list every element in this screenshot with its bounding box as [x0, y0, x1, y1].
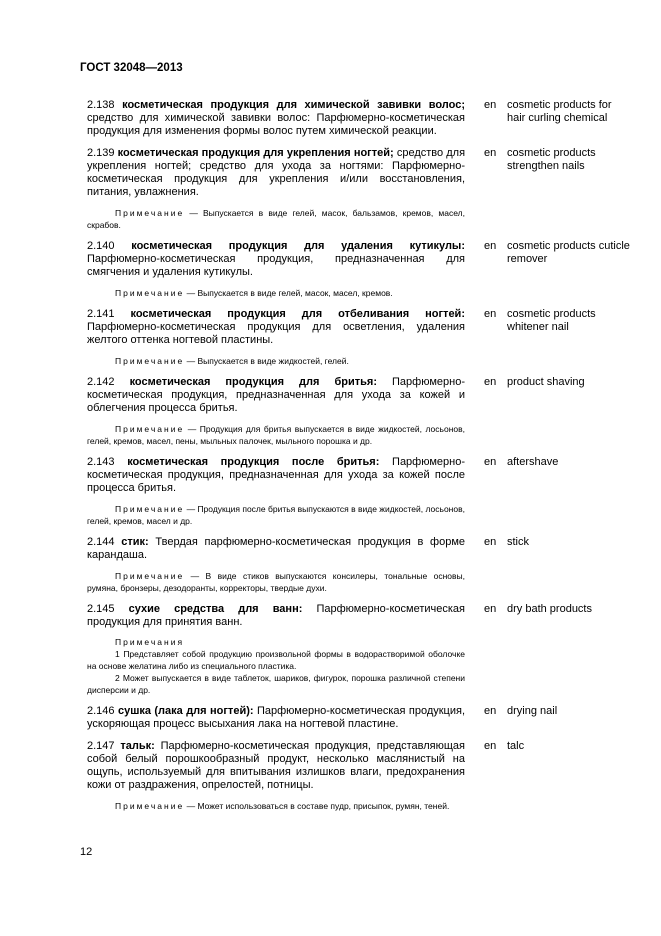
- term-definition: Парфюмерно-косметическая продукция, предназначенная для ухода за кожей и облегчения процесса бритья.: [87, 376, 465, 414]
- term-entry: [87, 536, 627, 594]
- term-notes: [87, 636, 465, 696]
- term-note: [87, 423, 465, 447]
- term-title: сушка (лака для ногтей):: [117, 705, 254, 717]
- term-number: 2.145: [87, 603, 115, 615]
- lang-code: en: [484, 740, 497, 752]
- term-definition: Парфюмерно-косметическая продукция, представляющая собой белый порошкообразный продукт, несколько маслянистый на ощупь, используемый для впитывания излишков влаги, предохранения кожи от раздражения, опрелостей, потницы.: [87, 740, 466, 791]
- term-number: 2.138: [87, 99, 115, 111]
- term-title: косметическая продукция для отбеливания ногтей:: [130, 308, 465, 320]
- note-label: Примечание: [115, 288, 185, 298]
- note-label: Примечание: [115, 504, 185, 514]
- terms-list: [87, 99, 630, 812]
- term-title: косметическая продукция для бритья:: [129, 376, 377, 388]
- term-definition: средство для укрепления ногтей; средство для ухода за ногтями: Парфюмерно-косметическая продукция для укрепления и/или восстановления, питания, увлажнения.: [87, 147, 466, 198]
- english-equivalent: product shaving: [507, 376, 585, 388]
- term-text: [87, 99, 465, 138]
- term-text: [87, 147, 465, 199]
- term-number: 2.141: [87, 308, 115, 320]
- term-title: косметическая продукция после бритья:: [127, 456, 380, 468]
- note-text: — Выпускается в виде жидкостей, гелей.: [186, 356, 349, 366]
- english-equivalent: cosmetic products strengthen nails: [507, 147, 596, 172]
- term-text: [87, 603, 465, 629]
- term-entry: [87, 456, 627, 527]
- english-equivalent: dry bath products: [507, 603, 592, 615]
- term-title: косметическая продукция для укрепления ногтей;: [117, 147, 394, 159]
- term-title: косметическая продукция для удаления кутикулы:: [131, 240, 465, 252]
- term-number: 2.147: [87, 740, 115, 752]
- page-number: 12: [80, 846, 93, 858]
- english-equivalent: drying nail: [507, 705, 558, 717]
- lang-code: en: [484, 308, 497, 320]
- lang-code: en: [484, 536, 497, 548]
- term-definition: Парфюмерно-косметическая продукция, предназначенная для смягчения и удаления кутикулы.: [87, 253, 465, 278]
- english-equivalent: talc: [507, 740, 525, 752]
- lang-code: en: [484, 147, 497, 159]
- note-item: 1 Представляет собой продукцию произвольной формы в водорастворимой оболочке на основе желатина либо из специального пластика.: [87, 649, 465, 671]
- term-entry: [87, 147, 627, 231]
- note-label: Примечание: [115, 356, 185, 366]
- term-entry: [87, 603, 627, 696]
- english-equivalent: cosmetic products for hair curling chemical: [507, 99, 612, 124]
- lang-code: en: [484, 376, 497, 388]
- term-definition: Парфюмерно-косметическая продукция для принятия ванн.: [87, 603, 465, 628]
- term-definition: Парфюмерно-косметическая продукция для осветления, удаления желтого оттенка ногтевой пластины.: [87, 321, 465, 346]
- term-text: [87, 308, 465, 347]
- term-number: 2.143: [87, 456, 115, 468]
- notes-label: Примечания: [115, 637, 185, 647]
- lang-code: en: [484, 456, 497, 468]
- note-item: 2 Может выпускается в виде таблеток, шариков, фигурок, порошка различной степени дисперсии и др.: [87, 673, 465, 695]
- term-number: 2.139: [87, 147, 115, 159]
- note-text: — Продукция после бритья выпускаются в виде жидкостей, лосьонов, гелей, кремов, масел и др.: [87, 504, 465, 526]
- note-text: — Выпускается в виде гелей, масок, масел, кремов.: [186, 288, 393, 298]
- term-title: косметическая продукция для химической завивки волос;: [122, 99, 465, 111]
- english-equivalent: aftershave: [507, 456, 559, 468]
- note-text: — Может использоваться в составе пудр, присыпок, румян, теней.: [186, 801, 450, 811]
- term-entry: [87, 740, 627, 812]
- term-note: [87, 800, 465, 812]
- term-note: [87, 287, 465, 299]
- term-number: 2.142: [87, 376, 115, 388]
- term-entry: [87, 99, 627, 138]
- lang-code: en: [484, 240, 497, 252]
- lang-code: en: [484, 99, 497, 111]
- note-text: — Выпускается в виде гелей, масок, бальзамов, кремов, масел, скрабов.: [87, 208, 465, 230]
- term-definition: Парфюмерно-косметическая продукция, ускоряющая процесс высыхания лака на ногтевой пластине.: [87, 705, 466, 730]
- term-entry: [87, 705, 627, 731]
- term-entry: [87, 308, 627, 367]
- term-number: 2.146: [87, 705, 115, 717]
- term-title: тальк:: [120, 740, 155, 752]
- term-entry: [87, 240, 630, 299]
- term-text: [87, 536, 465, 562]
- term-definition: Парфюмерно-косметическая продукция, предназначенная для ухода за кожей после процесса бритья.: [87, 456, 466, 494]
- lang-code: en: [484, 705, 497, 717]
- term-text: [87, 240, 465, 279]
- document-header: ГОСТ 32048—2013: [80, 62, 183, 74]
- english-equivalent: cosmetic products whitener nail: [507, 308, 596, 333]
- term-text: [87, 740, 465, 792]
- term-note: [87, 355, 465, 367]
- term-note: [87, 503, 465, 527]
- note-label: Примечание: [115, 571, 185, 581]
- english-equivalent: cosmetic products cuticle remover: [507, 240, 630, 265]
- term-entry: [87, 376, 627, 447]
- term-text: [87, 705, 465, 731]
- term-text: [87, 456, 465, 495]
- note-label: Примечание: [115, 801, 185, 811]
- lang-code: en: [484, 603, 497, 615]
- english-equivalent: stick: [507, 536, 529, 548]
- term-definition: Твердая парфюмерно-косметическая продукция в форме карандаша.: [87, 536, 466, 561]
- note-label: Примечание: [115, 424, 185, 434]
- term-number: 2.140: [87, 240, 115, 252]
- term-note: [87, 570, 465, 594]
- term-definition: средство для химической завивки волос: Парфюмерно-косметическая продукция для изменения формы волос путем химической реакции.: [87, 112, 465, 137]
- term-text: [87, 376, 465, 415]
- note-label: Примечание: [115, 208, 185, 218]
- term-title: стик:: [121, 536, 149, 548]
- note-text: — В виде стиков выпускаются консилеры, тональные основы, румяна, бронзеры, дезодоранты, корректоры, твердые духи.: [87, 571, 465, 593]
- note-text: — Продукция для бритья выпускается в виде жидкостей, лосьонов, гелей, кремов, масел, пены, мыльных палочек, мыльного порошка и др.: [87, 424, 465, 446]
- term-title: сухие средства для ванн:: [128, 603, 303, 615]
- term-number: 2.144: [87, 536, 115, 548]
- term-note: [87, 207, 465, 231]
